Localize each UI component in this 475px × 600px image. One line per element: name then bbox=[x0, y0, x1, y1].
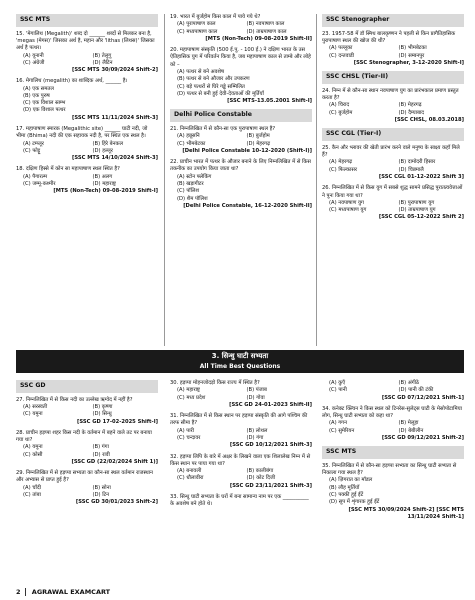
section-heading: SSC MTS bbox=[322, 446, 464, 459]
question-text: 28. प्राचीन हड़प्पा शहर किस नदी के वर्तमान में बहने वाले तट पर बनाया गया था? bbox=[16, 429, 152, 444]
question-text: 18. दक्षिण हिस्से में कोन सा महापाषाण स्थल स्थित है? bbox=[16, 166, 120, 173]
question-text: 35. निम्नलिखित में से कौन-सा हड़प्पा सभ्यता का सिन्धु घाटी सभ्यता से निकाला गया स्थल है? bbox=[322, 462, 457, 477]
option: (C) दन्तवाडी bbox=[329, 52, 354, 59]
option: (D) मेहरगढ़ bbox=[246, 140, 271, 147]
option: (D) महाराष्ट्र bbox=[92, 181, 116, 188]
section-heading: SSC MTS bbox=[16, 14, 158, 27]
option: (D) चिन्नमालै bbox=[398, 166, 424, 173]
option: (D) दैम्याबाद bbox=[398, 109, 425, 116]
chapter-title: 3. सिन्धु घाटी सभ्यता bbox=[211, 352, 269, 360]
options-list bbox=[170, 428, 312, 443]
option: (B) भीमबेटका bbox=[398, 45, 427, 52]
option: (B) एक पुरुष bbox=[23, 92, 50, 99]
question-block bbox=[16, 470, 158, 506]
option: (B) लोथल bbox=[246, 427, 268, 434]
question-text: 26. निम्नलिखित में से किस युग में सबसे शुद्ध सामने प्रसिद्ध पुरातत्ववेत्ताओं ने पुनः किया गया था? bbox=[322, 185, 463, 199]
option: (D) टिन bbox=[92, 492, 110, 499]
option: (A) गगन bbox=[329, 420, 347, 427]
option: (D) गंगा bbox=[246, 434, 264, 441]
option: (B) दामोदरी हिसार bbox=[398, 159, 436, 166]
question-block bbox=[322, 145, 464, 181]
question-block bbox=[170, 380, 312, 409]
option: (C) मध्यपाषाण काल bbox=[177, 28, 218, 35]
option: (B) खड़ागीटर bbox=[177, 181, 204, 188]
exam-source: [SSC GD 09/12/2021 Shift-2] bbox=[381, 434, 464, 441]
option: (D) रावी bbox=[92, 451, 110, 458]
option: (B) मेहरगढ़ bbox=[398, 102, 422, 109]
bottom-col-3 bbox=[322, 380, 464, 525]
question-text: 27. निम्नलिखित में से किस नदी का उल्लेख ऋग्वेद में नहीं है? bbox=[16, 396, 133, 403]
question-text: 32. हड़प्पा लिपि के बारे में अक्षर के लिखने वाला एक शिलालेख निम्न में से किस स्थान पर पाया गया था? bbox=[170, 453, 311, 467]
option: (B) लौह मूर्तियाँ bbox=[329, 484, 360, 491]
question-text: 16. मेगालिथ (megalith) का शाब्दिक अर्थ, ______ है। bbox=[16, 78, 128, 85]
option: (A) ज़िगरात का मॉडल bbox=[329, 477, 373, 484]
question-block bbox=[16, 430, 158, 466]
option: (A) कुएँ bbox=[329, 380, 346, 386]
exam-source: [MTS (Non-Tech) 09-08-2019 Shift-II] bbox=[205, 35, 312, 42]
page-number: 2 bbox=[16, 588, 26, 596]
question-block bbox=[170, 454, 312, 490]
question-block bbox=[16, 31, 158, 75]
option: (A) एक समतल bbox=[23, 85, 54, 92]
option: (B) सोना bbox=[92, 484, 111, 491]
option: (D) सूप में शृंगारक हुई ईंटें bbox=[329, 499, 380, 506]
option: (B) पंजाब bbox=[246, 387, 267, 394]
option: (B) हिरे बेनकल bbox=[92, 140, 123, 147]
options-list bbox=[322, 420, 464, 435]
question-text: 20. महापाषाण संस्कृति (500 ई.पू. - 100 ई.) ने दक्षिण भारत के उस ऐतिहासिक युग में परिवर्तन किया है, जब महापाषाण काल से ताम्बे और लोहे को – bbox=[170, 47, 311, 68]
option: (C) पक्की हुई ईंटें bbox=[329, 492, 364, 499]
brand-name: AGRAWAL EXAMCART bbox=[31, 588, 111, 596]
options-list bbox=[16, 485, 158, 500]
options-list bbox=[170, 468, 312, 483]
option: (D) ताम्रपाषाण युग bbox=[398, 207, 436, 214]
top-col-1 bbox=[16, 14, 158, 200]
options-list bbox=[16, 174, 158, 189]
option: (C) चन्दावर bbox=[177, 434, 201, 441]
exam-source: [SSC GD 30/01/2023 Shift-2] bbox=[75, 499, 158, 506]
option: (A) स्टोन फ्लेकिंग bbox=[177, 173, 212, 180]
option: (B) तेलुगू bbox=[92, 52, 112, 59]
option: (C) एक विशाल स्तम्भ bbox=[23, 100, 66, 107]
option: (D) गोवा bbox=[246, 394, 265, 401]
option: (C) फोट्टू bbox=[23, 147, 41, 154]
options-list bbox=[16, 53, 158, 68]
question-text: 17. महापाषाण स्मारक (Megalithic site) ______ घाटी नदी, जो भीमा (Bhima) नदी की एक सहायक नदी है, पर स्थित एक स्थल है। bbox=[16, 126, 148, 140]
exam-source: [SSC GD 07/12/2021 Shift-1] bbox=[381, 394, 464, 401]
question-block bbox=[170, 413, 312, 449]
exam-source: [SSC MTS 11/11/2024 Shift-3] bbox=[71, 114, 158, 121]
question-block bbox=[170, 159, 312, 210]
question-text: 22. प्राचीन भारत में पत्थर के औजार बनाने के लिए निम्नलिखित में से किस तकनीक का उपयोग किया जाता था? bbox=[170, 159, 311, 173]
options-list bbox=[170, 69, 312, 98]
options-list bbox=[322, 477, 464, 506]
question-block bbox=[16, 126, 158, 162]
option: (C) बड़े पत्थरों से घिरे गड्ढे सम्मिलित bbox=[177, 83, 245, 90]
exam-source: [SSC GD 24-01-2023 Shift-II] bbox=[229, 401, 312, 408]
options-list bbox=[16, 404, 158, 419]
option: (D) एक विशाल पत्थर bbox=[23, 107, 66, 114]
option: (A) महाराष्ट्र bbox=[177, 387, 200, 394]
column-divider bbox=[164, 14, 165, 346]
option: (A) चाँदी bbox=[23, 484, 41, 491]
option: (A) सरस्वती bbox=[23, 403, 48, 410]
option: (C) अंग्रेजी bbox=[23, 59, 45, 66]
question-block bbox=[170, 494, 312, 509]
question-text: 23. 1957-58 में डॉ स्मिथ बालकृष्णन ने पहली से किन प्रागैतिहासिक पुरापाषाण स्थल की खोज की थी? bbox=[322, 30, 456, 44]
question-text: 29. निम्नलिखित में से हड़प्पा सभ्यता का कौन-सा स्थल वर्तमान राजस्थान और अभ्यास से प्राप्त हुई है? bbox=[16, 470, 153, 484]
exam-source: [SSC GD 23/11/2021 Shift-3] bbox=[229, 482, 312, 489]
exam-source: [SSC GD (22/02/2024 Shift 1)] bbox=[71, 458, 158, 465]
exam-source: [SSC MTS 30/09/2024 Shift-2] [SSC MTS 13/11/2024 Shift-1] bbox=[348, 506, 464, 520]
options-list bbox=[16, 141, 158, 156]
section-heading: SSC CHSL (Tier-II) bbox=[322, 71, 464, 84]
options-list bbox=[322, 380, 464, 395]
option: (D) ताम्रपाषाण काल bbox=[246, 28, 287, 35]
question-text: 19. भारत में बुर्जहोम किस काल में पाये गये थे? bbox=[170, 14, 261, 20]
option: (C) पॉलिश bbox=[177, 188, 199, 195]
option: (D) कोट दिजी bbox=[246, 475, 276, 482]
bottom-col-1 bbox=[16, 380, 158, 511]
option: (A) चिराद bbox=[329, 102, 350, 109]
question-block bbox=[322, 380, 464, 402]
question-block bbox=[170, 126, 312, 155]
option: (D) लैटिन bbox=[92, 59, 113, 66]
option: (C) बुर्जहोम bbox=[329, 109, 353, 116]
option: (C) फिल्कासर bbox=[329, 166, 357, 173]
option: (B) अलग bbox=[92, 173, 113, 180]
option: (B) बुर्जहोम bbox=[246, 133, 270, 140]
option: (A) पुरापाषाण काल bbox=[177, 21, 216, 28]
question-block bbox=[16, 397, 158, 426]
question-text: 34. कनेक्ट क्ल्विन ने किस स्थल को टिनरेस-सुलेट्स घाटी के मेसोपोटामिया लोग, सिन्धु घाटी सभ्यता को कहा था? bbox=[322, 405, 462, 420]
option: (B) मेलूहा bbox=[398, 420, 419, 427]
exam-source: [SSC CGL 05-12-2022 Shift 2] bbox=[378, 214, 464, 221]
option: (C) जम्मू-कश्मीर bbox=[23, 181, 56, 188]
option: (A) नवपाषाण युग bbox=[329, 199, 364, 206]
exam-source: [MTS (Non-Tech) 09-08-2019 Shift-I] bbox=[53, 188, 158, 195]
option: (C) तांबा bbox=[23, 492, 41, 499]
option: (D) सिन्धु bbox=[92, 411, 112, 418]
exam-source: [Delhi Police Constable, 16-12-2020 Shift-II] bbox=[183, 202, 312, 209]
option: (C) यमुना bbox=[23, 411, 43, 418]
exam-source: [SSC CGL 01-12-2022 Shift 3] bbox=[378, 173, 464, 180]
option: (C) भीमबेटका bbox=[177, 140, 206, 147]
options-list bbox=[170, 133, 312, 148]
question-text: 25. कैन और भ्लावर की खेती प्रारंभ करने वाले मनुष्य के साक्ष्य कहाँ मिले हैं? bbox=[322, 144, 460, 159]
section-heading: SSC GD bbox=[16, 380, 158, 393]
top-col-3 bbox=[322, 14, 464, 226]
option: (D) पत्थर से बनी हुई देवी-देवताओं की मूर्तियाँ bbox=[177, 90, 264, 97]
option: (D) बेबीलीन bbox=[398, 427, 424, 434]
question-text: 30. हड़प्पा मोहनजोदड़ो किस राज्य में स्थित है? bbox=[170, 380, 260, 386]
option: (D) हल्लूर bbox=[92, 147, 113, 154]
option: (B) पुरापाषाण युग bbox=[398, 199, 435, 206]
option: (A) टम्प्लूर bbox=[23, 140, 44, 147]
option: (B) कृष्णा bbox=[92, 403, 113, 410]
section-heading: Delhi Police Constable bbox=[170, 109, 312, 122]
option: (A) पैगारल्म bbox=[23, 173, 48, 180]
exam-source: [SSC Stenographer, 3-12-2020 Shift-I] bbox=[353, 59, 464, 66]
option: (A) पारी bbox=[177, 427, 195, 434]
options-list bbox=[322, 45, 464, 60]
option: (C) पानी bbox=[329, 387, 347, 394]
option: (A) पल्लूका bbox=[329, 45, 353, 52]
chapter-subtitle: All Time Best Questions bbox=[199, 363, 281, 370]
options-list bbox=[322, 102, 464, 117]
options-list bbox=[16, 444, 158, 459]
option: (C) सुमेरियन bbox=[329, 427, 355, 434]
options-list bbox=[170, 21, 312, 36]
section-heading: SSC Stenographer bbox=[322, 14, 464, 27]
option: (D) सम्बनपुर bbox=[398, 52, 425, 59]
options-list bbox=[16, 86, 158, 115]
bottom-col-2 bbox=[170, 380, 312, 513]
option: (A) यमुना bbox=[23, 444, 43, 451]
options-list bbox=[170, 387, 312, 402]
exam-source: [SSC GD 10/12/2021 Shift-3] bbox=[229, 442, 312, 449]
option: (A) बनावली bbox=[177, 468, 202, 475]
question-block bbox=[170, 47, 312, 105]
question-block bbox=[322, 88, 464, 124]
question-block bbox=[322, 31, 464, 67]
question-block bbox=[170, 14, 312, 43]
options-list bbox=[322, 159, 464, 174]
exam-source: [SSC MTS 30/09/2024 Shift-2] bbox=[71, 67, 158, 74]
question-block bbox=[322, 406, 464, 442]
section-heading: SSC CGL (Tier-I) bbox=[322, 128, 464, 141]
option: (A) पत्थर से बने अवशेष bbox=[177, 68, 225, 75]
option: (B) अंगीठे bbox=[398, 380, 419, 386]
page-footer bbox=[16, 588, 110, 596]
exam-source: [SSC MTS 14/10/2024 Shift-3] bbox=[71, 155, 158, 162]
option: (A) हन्नूसनि bbox=[177, 133, 200, 140]
question-text: 15. 'मेगालिथ (Megalith)' शब्द दो ______ शब्दों से मिलकर बना है, 'megas (मेगस)' जिसका अर्थ है, महान और 'lithas (लिथस)' जिसका अर्थ है पत्थर। bbox=[16, 30, 155, 52]
question-text: 31. निम्नलिखित में से किस स्थान पर हड़प्पा संस्कृति की आगे पश्चिम की तरफ सीमा है? bbox=[170, 413, 308, 427]
option: (A) मेहरगढ़ bbox=[329, 159, 353, 166]
exam-source: [SSC CHSL, 08.03.2018] bbox=[394, 116, 464, 123]
question-text: 24. निम्न में से कौन-सा स्थान नवपाषाण युग का प्रारंभकाल प्रमाण प्रस्तुत करता है? bbox=[322, 87, 459, 102]
question-block bbox=[16, 78, 158, 122]
exam-source: [SSC MTS-13.05.2001 Shift-I] bbox=[227, 98, 312, 105]
option: (A) यूनानी bbox=[23, 52, 44, 59]
option: (B) नवपाषाण काल bbox=[246, 21, 285, 28]
option: (B) पत्थर से बने औजार और उपकरण bbox=[177, 76, 250, 83]
question-block bbox=[16, 166, 158, 195]
question-block bbox=[322, 463, 464, 521]
top-col-2 bbox=[170, 14, 312, 214]
exam-source: [Delhi Police Constable 10-12-2020 (Shift-I)] bbox=[182, 147, 312, 154]
question-text: 33. सिन्धु घाटी सभ्यता के घरों में बना सामान्य नाम पर एक __________ के अवशेष बने होते थे। bbox=[170, 493, 309, 508]
question-text: 21. निम्नलिखित में से कौन-सा एक पुरापाषाण स्थल है? bbox=[170, 126, 276, 133]
question-block bbox=[322, 185, 464, 221]
chapter-banner bbox=[16, 350, 464, 373]
option: (B) गंगा bbox=[92, 444, 109, 451]
exam-source: [SSC GD 17-02-2025 Shift-I] bbox=[77, 418, 158, 425]
option: (C) मध्य प्रदेश bbox=[177, 394, 206, 401]
option: (B) कालीबंगा bbox=[246, 468, 274, 475]
options-list bbox=[170, 174, 312, 203]
option: (D) पानी की टंकी bbox=[398, 387, 434, 394]
options-list bbox=[322, 200, 464, 215]
option: (D) शैम पॉलिश bbox=[177, 195, 208, 202]
option: (C) धौलावीरा bbox=[177, 475, 204, 482]
column-divider bbox=[316, 14, 317, 346]
option: (C) कोसी bbox=[23, 451, 43, 458]
option: (C) मध्यपाषाण युग bbox=[329, 207, 367, 214]
